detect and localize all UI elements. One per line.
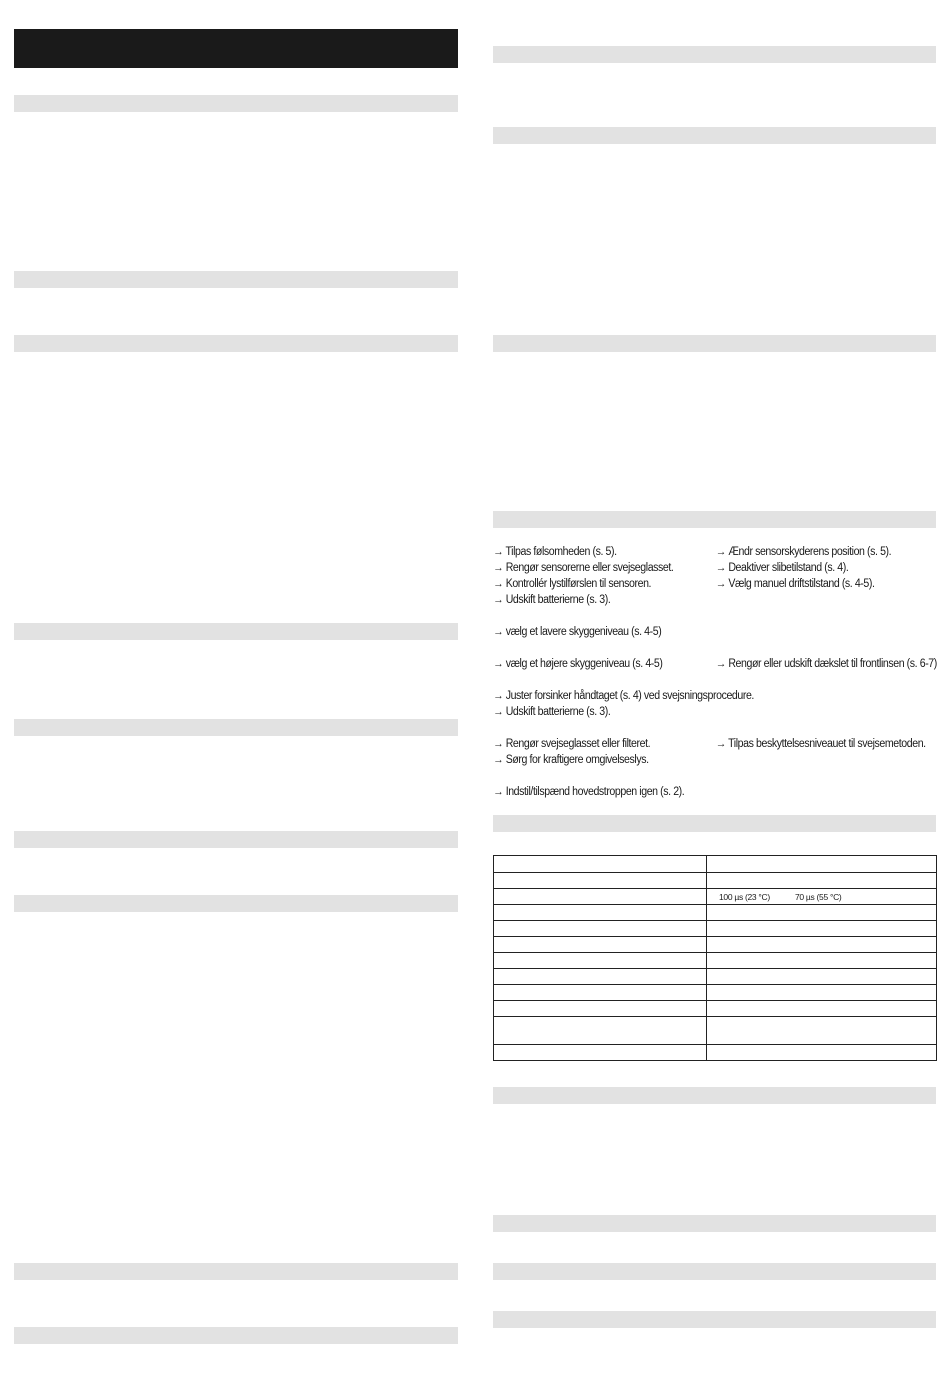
- section-heading-bar: [14, 895, 458, 912]
- table-row: [494, 937, 937, 953]
- remedy-item: → Deaktiver slibetilstand (s. 4).: [715, 562, 849, 574]
- table-row: [494, 1045, 937, 1061]
- remedy-item: → Kontrollér lystilførslen til sensoren.: [493, 578, 652, 590]
- remedy-item: → Vælg manuel driftstilstand (s. 4-5).: [715, 578, 875, 590]
- section-heading-bar: [14, 719, 458, 736]
- switch-time-55: 70 µs (55 °C): [795, 891, 842, 902]
- remedy-item: → Indstil/tilspænd hovedstroppen igen (s. 2).: [493, 786, 685, 798]
- specifications-heading-bar: [493, 815, 936, 832]
- remedy-item: → Udskift batterierne (s. 3).: [493, 594, 611, 606]
- remedy-item: → vælg et lavere skyggeniveau (s. 4-5): [493, 626, 662, 638]
- remedy-item: → Sørg for kraftigere omgivelseslys.: [493, 754, 649, 766]
- remedy-item: → Udskift batterierne (s. 3).: [493, 706, 611, 718]
- remedy-item: → Juster forsinker håndtaget (s. 4) ved svejsningsprocedure.: [493, 690, 754, 702]
- section-heading-bar: [14, 335, 458, 352]
- document-title-bar: [14, 29, 458, 68]
- section-heading-bar: [493, 1311, 936, 1328]
- table-row: [494, 1017, 937, 1045]
- section-heading-bar: [14, 1327, 458, 1344]
- section-heading-bar: [493, 1263, 936, 1280]
- section-heading-bar: [14, 1263, 458, 1280]
- troubleshooting-heading-bar: [493, 511, 936, 528]
- remedy-item: → Tilpas beskyttelsesniveauet til svejsemetoden.: [715, 738, 926, 750]
- section-heading-bar: [493, 335, 936, 352]
- table-row: [494, 889, 937, 905]
- section-heading-bar: [14, 271, 458, 288]
- table-row: [494, 921, 937, 937]
- switch-time-cell: [707, 889, 937, 905]
- remedy-item: → vælg et højere skyggeniveau (s. 4-5): [493, 658, 663, 670]
- table-row: [494, 856, 937, 873]
- section-heading-bar: [493, 127, 936, 144]
- remedy-item: → Rengør sensorerne eller svejseglasset.: [493, 562, 674, 574]
- section-heading-bar: [14, 95, 458, 112]
- table-row: [494, 873, 937, 889]
- table-row: [494, 985, 937, 1001]
- remedy-item: → Rengør eller udskift dækslet til frontlinsen (s. 6-7): [715, 658, 937, 670]
- remedy-item: → Tilpas følsomheden (s. 5).: [493, 546, 617, 558]
- section-heading-bar: [493, 1215, 936, 1232]
- table-row: [494, 969, 937, 985]
- section-heading-bar: [14, 623, 458, 640]
- section-heading-bar: [493, 46, 936, 63]
- remedy-item: → Rengør svejseglasset eller filteret.: [493, 738, 651, 750]
- section-heading-bar: [493, 1087, 936, 1104]
- remedy-item: → Ændr sensorskyderens position (s. 5).: [715, 546, 892, 558]
- table-row: [494, 905, 937, 921]
- section-heading-bar: [14, 831, 458, 848]
- table-row: [494, 953, 937, 969]
- specifications-table: [493, 855, 937, 1061]
- switch-time-23: 100 µs (23 °C): [719, 891, 770, 902]
- table-row: [494, 1001, 937, 1017]
